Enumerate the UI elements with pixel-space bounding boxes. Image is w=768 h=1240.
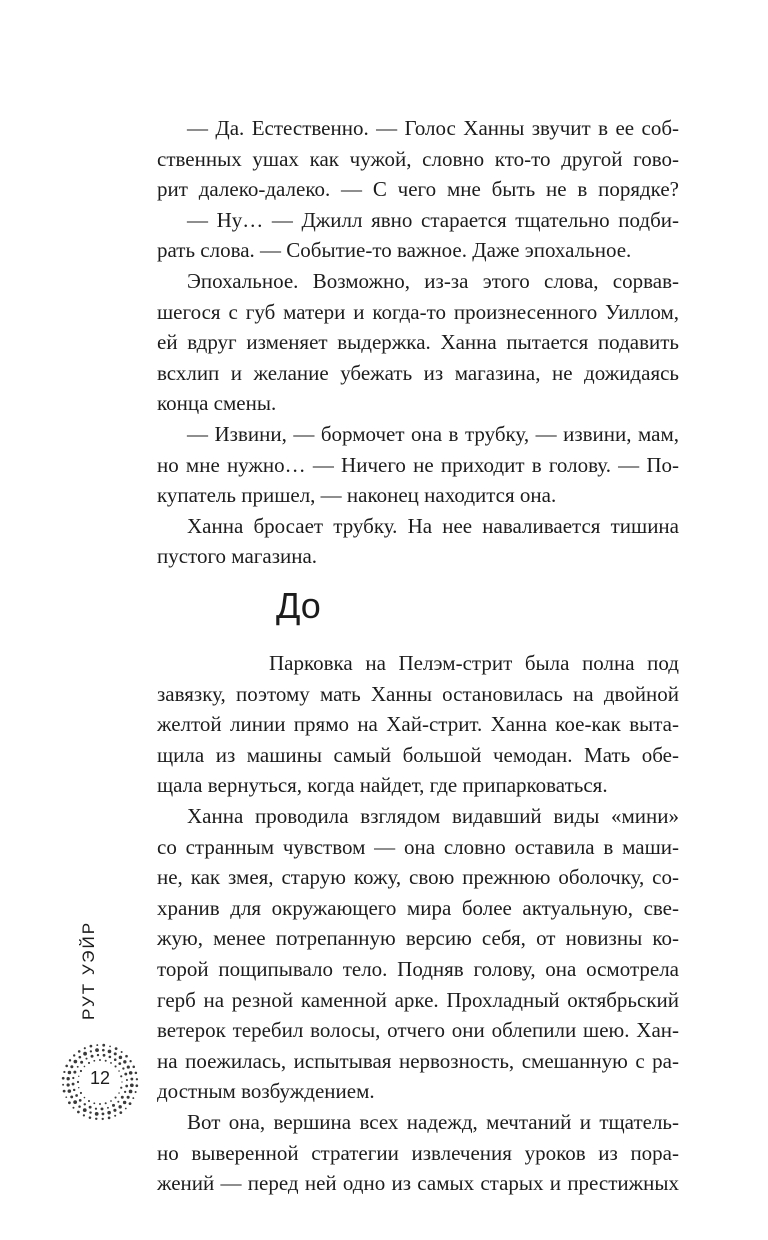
text-block-top (157, 113, 679, 572)
text-line: конца смены. (157, 391, 277, 416)
ring-dot (72, 1107, 74, 1109)
ring-dot (68, 1101, 71, 1104)
ring-dot (93, 1102, 95, 1104)
chapter-title: До (276, 585, 321, 626)
ring-dot (105, 1102, 107, 1104)
ring-dot (88, 1062, 90, 1064)
ring-dot (73, 1089, 75, 1091)
ring-dot (97, 1054, 99, 1056)
ring-dot (114, 1052, 117, 1055)
text-line: торой пощипывало тело. Подняв голову, она осмотрела (157, 956, 679, 981)
ring-dot (96, 1044, 98, 1046)
ring-dot (108, 1050, 112, 1054)
ring-dot (83, 1052, 87, 1056)
ring-dot (102, 1049, 105, 1052)
ring-dot (89, 1116, 92, 1119)
text-line: достным возбуждением. (157, 1079, 375, 1104)
text-line: Ханна проводила взглядом видавший виды «мини» (187, 803, 679, 828)
ring-dot (101, 1107, 104, 1110)
ring-dot (93, 1060, 95, 1062)
ring-dot (123, 1101, 126, 1104)
ring-dot (86, 1058, 88, 1060)
ring-dot (88, 1100, 90, 1102)
ring-dot (115, 1047, 118, 1050)
ring-dot (80, 1092, 82, 1094)
ring-dot (65, 1065, 68, 1068)
ring-dot (95, 1112, 99, 1116)
text-line: Вот она, вершина всех надежд, мечтаний и тщатель- (187, 1109, 679, 1134)
ring-dot (105, 1060, 107, 1062)
ring-dot (69, 1059, 71, 1061)
text-line: всхлип и желание убежать из магазина, не дожидаясь (157, 360, 679, 385)
text-line: желтой линии прямо на Хай-стрит. Ханна кое-как выта- (157, 712, 679, 737)
text-line: хранив для окружающего мира более актуальную, све- (157, 895, 679, 920)
text-line: рать слова. — Событие-то важное. Даже эпохальное. (157, 238, 632, 263)
ring-dot (95, 1118, 97, 1120)
ring-dot (127, 1096, 130, 1099)
text-line: не, как змея, старую кожу, свою прежнюю оболочку, со- (157, 865, 679, 890)
ring-dot (123, 1060, 126, 1063)
text-line: но выверенной стратегии извлечения уроков из пора- (157, 1140, 679, 1165)
ring-dot (78, 1105, 81, 1108)
ring-dot (83, 1114, 85, 1116)
text-line: шегося с губ матери и когда-то произнесенного Уиллом, (157, 299, 679, 324)
text-line: жую, менее потрепанную версию себя, от новизны ко- (157, 926, 679, 951)
text-line: щала вернуться, когда найдет, где припарковаться. (157, 773, 608, 798)
ring-dot (75, 1094, 78, 1097)
ring-dot (74, 1060, 78, 1064)
text-line: щила из машины самый большой чемодан. Мать обе- (157, 742, 679, 767)
ring-dot (95, 1108, 97, 1110)
page-number-ornament (58, 1040, 142, 1124)
running-head-author: РУТ УЭЙР (79, 920, 98, 1020)
ring-dot (113, 1109, 116, 1112)
ring-dot (102, 1044, 105, 1047)
ring-dot (65, 1096, 67, 1098)
ring-dot (129, 1102, 132, 1105)
ring-dot (79, 1056, 82, 1059)
ring-dot (95, 1048, 99, 1052)
text-line: на поежилась, испытывая нервозность, смешанную с ра- (157, 1048, 679, 1073)
page-number: 12 (89, 1068, 111, 1088)
ring-dot (89, 1106, 92, 1109)
text-line: — Извини, — бормочет она в трубку, — извини, мам, (187, 421, 679, 446)
ring-dot (90, 1050, 92, 1052)
text-line: со странным чувством — она словно оставила в маши- (157, 834, 679, 859)
ring-dot (83, 1108, 87, 1112)
ring-dot (102, 1112, 105, 1115)
ring-dot (135, 1091, 137, 1093)
text-line: ветерок теребил волосы, отчего они облепили шею. Хан- (157, 1018, 679, 1043)
ring-dot (121, 1051, 123, 1053)
ring-dot (77, 1111, 80, 1114)
ring-dot (84, 1103, 86, 1105)
ring-dot (124, 1091, 126, 1093)
ring-dot (84, 1097, 86, 1099)
ring-dot (78, 1050, 81, 1053)
text-line: Эпохальное. Возможно, из-за этого слова, сорвав- (187, 268, 679, 293)
ring-dot (114, 1115, 116, 1117)
ring-dot (89, 1111, 91, 1113)
ring-dot (109, 1056, 112, 1059)
ring-dot (84, 1047, 86, 1049)
text-line: ственных ушах как чужой, словно кто-то другой гово- (157, 146, 679, 171)
text-line: ей вдруг изменяет выдержка. Ханна пытается подавить (157, 330, 679, 355)
ring-dot (132, 1097, 134, 1099)
ring-dot (119, 1056, 123, 1060)
ring-dot (107, 1111, 111, 1115)
text-line: рит далеко-далеко. — С чего мне быть не в порядке? (157, 177, 679, 202)
ring-dot (91, 1055, 94, 1058)
ring-dot (129, 1090, 133, 1094)
ring-dot (121, 1096, 124, 1099)
text-line: Парковка на Пелэм-стрит была полна под (269, 651, 679, 675)
ring-dot (84, 1066, 86, 1068)
ring-dot (110, 1100, 112, 1102)
ring-dot (129, 1060, 131, 1062)
text-line: — Да. Естественно. — Голос Ханны звучит в ее соб- (187, 116, 679, 140)
text-block-bottom (157, 648, 679, 1199)
ring-dot (125, 1108, 127, 1110)
ring-dot (108, 1117, 111, 1120)
text-line: герб на резной каменной арке. Прохладный октябрьский (157, 987, 679, 1012)
text-line: завязку, поэтому мать Ханны остановилась на двойной (157, 681, 679, 706)
ring-dot (114, 1096, 116, 1098)
ring-dot (90, 1045, 93, 1048)
ring-dot (99, 1103, 101, 1105)
ring-dot (102, 1118, 104, 1120)
ring-dot (119, 1111, 122, 1114)
ring-dot (68, 1089, 72, 1093)
text-line: купатель пришел, — наконец находится она. (157, 483, 557, 508)
text-line: жений — перед ней одно из самых старых и престижных (157, 1171, 679, 1196)
text-line: пустого магазина. (157, 544, 318, 569)
ring-dot (112, 1104, 115, 1107)
ring-dot (103, 1054, 106, 1057)
text-line: Ханна бросает трубку. На нее наваливается тишина (187, 513, 679, 538)
ring-dot (114, 1058, 117, 1061)
text-line: — Ну… — Джилл явно старается тщательно подби- (187, 207, 679, 232)
ring-dot (118, 1062, 121, 1065)
ring-dot (63, 1090, 66, 1093)
ring-dot (79, 1099, 82, 1102)
ring-dot (99, 1059, 101, 1061)
ring-dot (80, 1061, 83, 1064)
ring-dot (107, 1107, 109, 1109)
ring-dot (118, 1105, 121, 1108)
ring-dot (118, 1092, 120, 1094)
ring-dot (70, 1095, 73, 1098)
ring-dot (73, 1054, 75, 1056)
text-line: но мне нужно… — Ничего не приходит в голову. — По- (157, 452, 679, 477)
ring-dot (109, 1046, 111, 1048)
ring-dot (110, 1062, 112, 1064)
ring-dot (117, 1101, 119, 1103)
ring-dot (125, 1055, 128, 1058)
ring-dot (73, 1100, 77, 1104)
